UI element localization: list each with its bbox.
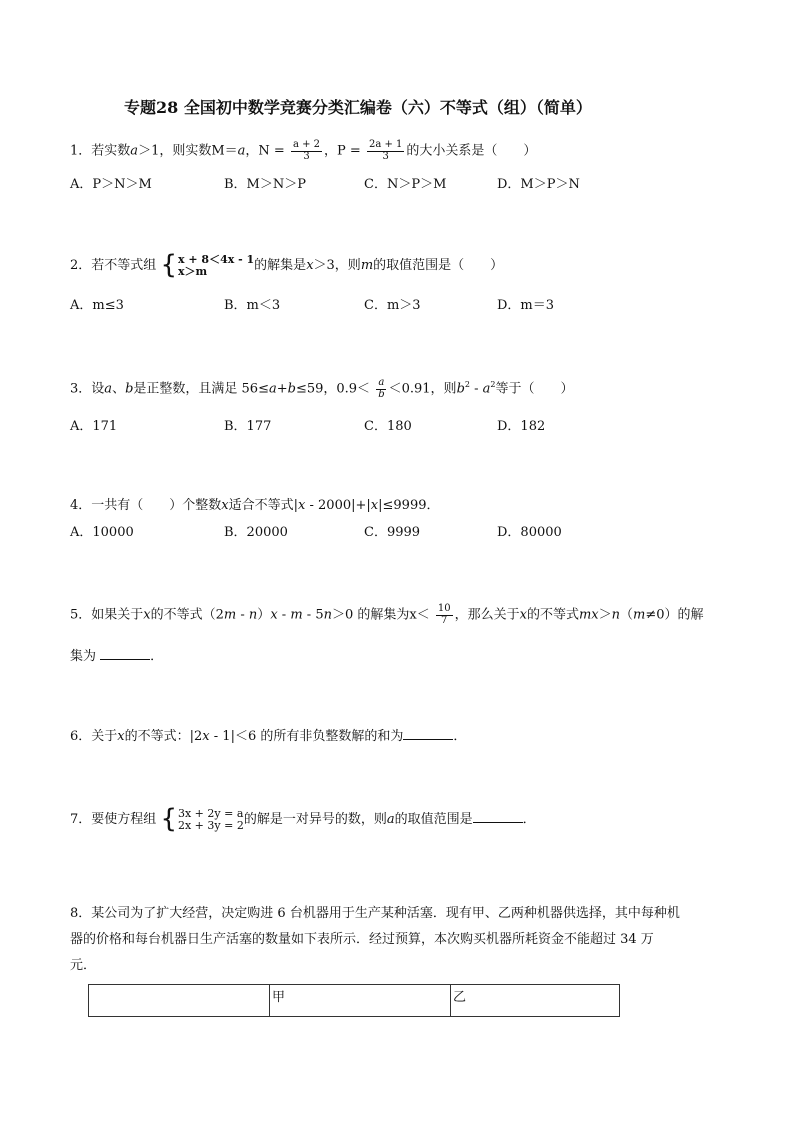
q4-text: 一共有（ ）个整数	[91, 498, 222, 513]
q5-var: mx	[578, 607, 599, 623]
q4-option-c[interactable]: C．9999	[364, 525, 421, 540]
q3-var: a	[104, 381, 113, 397]
q2-option-a[interactable]: A．m≤3	[70, 298, 124, 313]
q5-text: 的不等式	[526, 607, 579, 623]
q3-expr: a+b	[268, 381, 296, 397]
q1-option-d[interactable]: D．M＞P＞N	[497, 177, 580, 192]
q4-text: |≤9999．	[378, 498, 440, 513]
q5-text: 的不等式（2	[150, 607, 224, 623]
question-4	[70, 498, 439, 514]
q1-text: ＞1，则实数M＝	[138, 143, 238, 159]
table-header-cell	[89, 985, 270, 1017]
q2-option-b[interactable]: B．m＜3	[224, 298, 281, 313]
question-6	[70, 727, 466, 745]
answer-blank[interactable]	[473, 810, 523, 823]
q6-text: - 1|＜6 的所有非负整数解的和为	[209, 729, 404, 744]
q2-text: 的解集是	[254, 258, 307, 274]
q7-text: 的解是一对异号的数，则	[243, 812, 387, 828]
denominator: b	[378, 388, 385, 400]
q8-number: 8．	[70, 906, 92, 921]
q8-line-3: 元．	[70, 958, 97, 973]
q6-text: ．	[453, 729, 467, 744]
question-8	[70, 906, 680, 922]
system-row: 2x + 3y = 2	[177, 818, 244, 832]
q1-option-c[interactable]: C．N＞P＞M	[364, 177, 447, 192]
q7-text: ．	[522, 812, 536, 828]
q7-var: a	[386, 812, 395, 828]
exponent: 2	[464, 380, 470, 390]
system-row: 3x + 2y = a	[177, 807, 244, 821]
q3-text: 等于（ ）	[495, 381, 574, 397]
denominator: 3	[303, 150, 310, 162]
question-1	[70, 140, 536, 162]
q5-text: ．	[150, 649, 164, 664]
q4-text: 适合不等式|	[228, 498, 299, 513]
q3-fraction	[376, 378, 386, 400]
q5-var: m	[633, 607, 646, 623]
q1-text: ，P =	[324, 143, 361, 159]
system-row: x＞m	[177, 264, 208, 278]
q5-var: m	[290, 607, 303, 623]
q3-text: ≤59，0.9＜	[295, 381, 371, 397]
q3-text: ＜0.91，则	[388, 381, 457, 397]
q5-text: （	[620, 607, 634, 623]
q5-var: x	[519, 607, 527, 623]
q3-text: 设	[91, 381, 105, 397]
question-2	[70, 250, 504, 280]
q5-var: x	[143, 607, 151, 623]
q3-text: 是正整数，且满足 56≤	[133, 381, 269, 397]
numerator: a + 2	[292, 139, 321, 150]
q5-line-2	[70, 647, 163, 665]
q2-number: 2．	[70, 258, 92, 274]
q5-number: 5．	[70, 607, 92, 623]
q7-number: 7．	[70, 812, 92, 828]
q4-option-d[interactable]: D．80000	[497, 525, 562, 540]
q5-text: - 5	[302, 607, 324, 623]
q8-line-2: 器的价格和每台机器日生产活塞的数量如下表所示．经过预算，本次购买机器所耗资金不能超过 34 万	[70, 932, 654, 947]
answer-blank[interactable]	[403, 727, 453, 740]
page-title: 专题28 全国初中数学竞赛分类汇编卷（六）不等式（组）（简单）	[124, 98, 592, 117]
numerator: 10	[437, 603, 451, 614]
q7-text: 的取值范围是	[394, 812, 473, 828]
q5-var: n	[611, 607, 621, 623]
q1-text: 若实数	[91, 143, 131, 159]
table-header-cell: 甲	[270, 985, 451, 1017]
q5-text: ＞0 的解集为x＜	[331, 607, 430, 623]
q3-text: -	[469, 381, 483, 397]
q4-var: x	[370, 498, 379, 513]
q6-var: x	[117, 729, 125, 744]
table-header-cell: 乙	[451, 985, 620, 1017]
q5-var: m	[223, 607, 237, 623]
q3-var: b	[456, 381, 465, 397]
q6-var: x	[202, 729, 210, 744]
q1-text: ，N =	[245, 143, 285, 159]
q1-fraction-n	[291, 140, 322, 162]
q5-var: n	[323, 607, 332, 623]
numerator: 2a + 1	[368, 139, 403, 150]
q2-inequality-system	[160, 250, 255, 280]
q5-text: 如果关于	[91, 607, 144, 623]
q3-number: 3．	[70, 381, 92, 397]
brace: {	[160, 250, 177, 280]
q4-var: x	[221, 498, 229, 513]
q4-option-b[interactable]: B．20000	[224, 525, 288, 540]
numerator: a	[378, 377, 385, 388]
q2-text: 的取值范围是（ ）	[373, 258, 504, 274]
q5-text: -	[277, 607, 291, 623]
q6-text: 关于	[91, 729, 118, 744]
q3-text: 、	[112, 381, 126, 397]
q1-option-b[interactable]: B．M＞N＞P	[224, 177, 306, 192]
q8-text: 某公司为了扩大经营，决定购进 6 台机器用于生产某种活塞．现有甲、乙两种机器供选择，其中每种机	[91, 906, 680, 921]
machine-table	[88, 984, 620, 1017]
q3-option-b[interactable]: B．177	[224, 419, 272, 434]
q4-text: - 2000|+|	[305, 498, 371, 513]
q4-number: 4．	[70, 498, 92, 513]
q3-option-a[interactable]: A．171	[70, 419, 118, 434]
q2-option-d[interactable]: D．m＝3	[497, 298, 555, 313]
q5-text: ，那么关于	[454, 607, 520, 623]
q1-fraction-p	[367, 140, 404, 162]
q7-equation-system	[160, 804, 244, 834]
q2-var: m	[360, 258, 374, 274]
q5-text: -	[236, 607, 249, 623]
q6-text: 的不等式：|2	[124, 729, 203, 744]
question-3	[70, 378, 574, 400]
q5-text: ＞	[598, 607, 612, 623]
q1-text: 的大小关系是（ ）	[406, 143, 537, 159]
q4-option-a[interactable]: A．10000	[70, 525, 134, 540]
q3-var: b	[125, 381, 134, 397]
q5-var: x	[270, 607, 278, 623]
exponent: 2	[490, 380, 496, 390]
q5-var: n	[248, 607, 258, 623]
q5-fraction	[436, 604, 453, 626]
table-row	[89, 985, 620, 1017]
denominator: 7	[441, 614, 448, 626]
q2-text: ＞3，则	[313, 258, 361, 274]
question-7	[70, 804, 536, 834]
denominator: 3	[382, 150, 389, 162]
brace: {	[160, 804, 177, 834]
q1-option-a[interactable]: A．P＞N＞M	[70, 177, 152, 192]
q1-var: a	[237, 143, 246, 159]
q2-var: x	[306, 258, 314, 274]
q1-var: a	[130, 143, 139, 159]
q4-var: x	[298, 498, 306, 513]
q1-number: 1．	[70, 143, 92, 159]
q3-option-d[interactable]: D．182	[497, 419, 546, 434]
q5-text: ）	[257, 607, 271, 623]
q6-number: 6．	[70, 729, 92, 744]
q2-text: 若不等式组	[91, 258, 157, 274]
q7-text: 要使方程组	[91, 812, 157, 828]
q3-var: a	[482, 381, 491, 397]
system-row: x + 8＜4x - 1	[177, 253, 255, 267]
q2-option-c[interactable]: C．m＞3	[364, 298, 421, 313]
question-5	[70, 604, 704, 626]
q5-text: ≠0）的解	[645, 607, 704, 623]
q5-text: 集为	[70, 649, 97, 664]
q3-option-c[interactable]: C．180	[364, 419, 412, 434]
answer-blank[interactable]	[100, 647, 150, 660]
